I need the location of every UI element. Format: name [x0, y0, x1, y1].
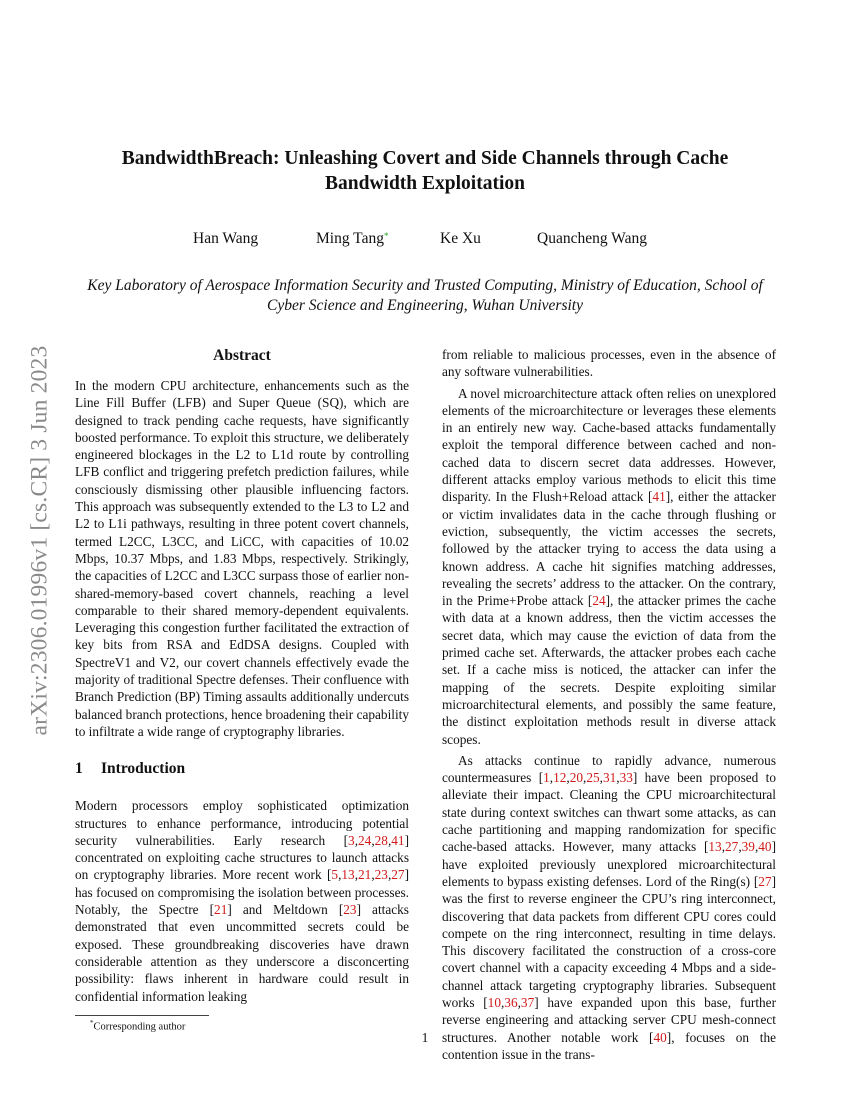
- citation-link[interactable]: 13: [341, 867, 355, 883]
- citation-link[interactable]: 36: [504, 994, 518, 1010]
- section-number: 1: [75, 760, 83, 778]
- author-3-name: Ke Xu: [440, 230, 481, 247]
- intro-paragraph-2: A novel microarchitecture attack often relies on unexplored elements of the microarchitecture or leverages these elements in an entirely new way. Cache-based attacks fundamentally exploit the temporal difference between cached and non-cached data to discern secret data addresses. However, different attacks employ various methods to elicit this time disparity. In the Flush+Reload attack [41], either the attacker or victim invalidates data in the cache through flushing or eviction, subsequently, the victim accesses the secrets, followed by the attacker trying to access the data using a known address. A cache hit signifies matching addresses, revealing the secrets’ address to the attacker. On the contrary, in the Prime+Probe attack [24], the attacker primes the cache with data at a known address, then the victim accesses the secret data, which may cause the eviction of data from the primed cache set. Afterwards, the attacker probes each cache set. If a cache miss is noticed, the attacker can infer the mapping of the secrets. Despite exploiting similar microarchitectural elements, and possibly the same feature, the distinct exploitation methods result in diverse attack scopes.: [442, 385, 776, 747]
- citation-link[interactable]: 3: [348, 832, 355, 848]
- citation-link[interactable]: 25: [586, 770, 600, 786]
- citation-link[interactable]: 13: [708, 839, 722, 855]
- citation-link[interactable]: 33: [619, 770, 633, 786]
- arxiv-identifier-text: arXiv:2306.01996v1 [cs.CR] 3 Jun 2023: [26, 345, 53, 735]
- citation-link[interactable]: 39: [741, 839, 755, 855]
- intro-paragraph-1: Modern processors employ sophisticated optimization structures to enhance performance, introducing potential security vulnerabilities. Early research [3,24,28,41] concentrated on exploiting cache structures to launch attacks on cryptography libraries. More recent work [5,13,21,23,27] has focused on compromising the isolation between processes. Notably, the Spectre [21] and Meltdown [23] attacks demonstrated that even uncommitted secrets could be exposed. These groundbreaking discoveries have drawn considerable attention as they underscore a disconcerting possibility: flaws inherent in hardware could result in confidential information leaking: [75, 798, 409, 1004]
- intro-paragraph-3: As attacks continue to rapidly advance, numerous countermeasures [1,12,20,25,31,33] have been proposed to alleviate their impact. Cleaning the CPU microarchitectural state during context switches can thwart some attacks, as can cache partitioning and mapping randomization for specific cache-based attacks. However, many attacks [13,27,39,40] have exploited previously unexplored microarchitectural elements to bypass existing defenses. Lord of the Ring(s) [27] was the first to reverse engineer the CPU’s ring interconnect, discovering that data packets from different CPU cores could compete on the ring interconnect, resulting in time delays. This discovery facilitated the construction of a cross-core covert channel with a capacity exceeding 4 Mbps and a side-channel attack targeting cryptography libraries. Subsequent works [10,36,37] have expanded upon this base, further reverse engineering and attacking server CPU mesh-connect structures. Another notable work [40], focuses on the contention issue in the trans-: [442, 752, 776, 1062]
- citation-link[interactable]: 20: [569, 770, 584, 786]
- citation-link[interactable]: 41: [391, 832, 405, 848]
- citation-link[interactable]: 21: [358, 867, 372, 883]
- author-2: [316, 230, 388, 248]
- citation-link[interactable]: 28: [374, 832, 388, 848]
- author-2-name: Ming Tang: [316, 230, 384, 247]
- citation-link[interactable]: 37: [520, 994, 535, 1010]
- section-title: Introduction: [101, 760, 186, 778]
- citation-link[interactable]: 10: [487, 994, 501, 1010]
- citation-link[interactable]: 23: [374, 867, 388, 883]
- citation-link[interactable]: 24: [592, 593, 606, 609]
- footnote-text: Corresponding author: [93, 1021, 186, 1033]
- affiliation: Key Laboratory of Aerospace Information Security and Trusted Computing, Ministry of Education, School of Cyber Science and Engineering, Wuhan University: [87, 277, 763, 314]
- citation-link[interactable]: 5: [331, 867, 339, 883]
- citation-link[interactable]: 40: [653, 1029, 667, 1045]
- paper-title: BandwidthBreach: Unleashing Covert and Side Channels through Cache Bandwidth Exploitation: [121, 148, 729, 194]
- footnote-rule: [75, 1015, 209, 1016]
- citation-link[interactable]: 27: [391, 867, 405, 883]
- citation-link[interactable]: 41: [652, 489, 666, 505]
- arxiv-identifier-stamp: [22, 300, 58, 780]
- page-number: 1: [421, 1030, 429, 1045]
- abstract-heading: Abstract: [213, 347, 271, 364]
- section-heading-introduction: [75, 758, 409, 780]
- citation-link[interactable]: 23: [343, 902, 357, 918]
- right-column: [442, 346, 776, 1063]
- citation-link[interactable]: 12: [553, 770, 567, 786]
- citation-link[interactable]: 31: [602, 770, 617, 786]
- citation-link[interactable]: 21: [214, 902, 228, 918]
- citation-link[interactable]: 1: [543, 770, 550, 786]
- citation-link[interactable]: 27: [758, 873, 772, 889]
- abstract-text: In the modern CPU architecture, enhancements such as the Line Fill Buffer (LFB) and Super Queue (SQ), which are designed to track pending cache requests, have significantly boosted performance. To exploit this structure, we deliberately engineered blockages in the L2 to L1d route by controlling LFB conflict and triggering prefetch prediction failures, while consciously dismissing other plausible influencing factors. This approach was subsequently extended to the L3 to L2 and L2 to L1i pathways, resulting in three potent covert channels, termed L2CC, L3CC, and LiCC, with capacities of 10.02 Mbps, 10.37 Mbps, and 1.83 Mbps, respectively. Strikingly, the capacities of L2CC and L3CC surpass those of earlier non-shared-memory-based covert channels, reaching a level comparable to their shared memory-dependent equivalents. Leveraging this congestion further facilitated the extraction of key bits from RSA and EdDSA designs. Coupled with SpectreV1 and V2, our covert channels effectively evade the majority of traditional Spectre defenses. Their confluence with Branch Prediction (BP) Timing assaults additionally undercuts balanced branch protections, hence broadening their capability to infiltrate a wide range of cryptography libraries.: [75, 378, 409, 739]
- author-list: [75, 230, 775, 250]
- author-1-name: Han Wang: [193, 230, 259, 247]
- author-4-name: Quancheng Wang: [537, 230, 647, 247]
- corresponding-author-mark[interactable]: *: [383, 231, 389, 241]
- intro-paragraph-continued: from reliable to malicious processes, even in the absence of any software vulnerabilities.: [442, 347, 776, 380]
- left-column: [75, 345, 409, 1005]
- author-4: [537, 230, 647, 248]
- author-3: [440, 230, 481, 248]
- citation-link[interactable]: 24: [358, 832, 372, 848]
- citation-link[interactable]: 27: [725, 839, 739, 855]
- footnote-mark: *: [90, 1019, 94, 1027]
- author-1: [193, 230, 258, 248]
- citation-link[interactable]: 40: [758, 839, 772, 855]
